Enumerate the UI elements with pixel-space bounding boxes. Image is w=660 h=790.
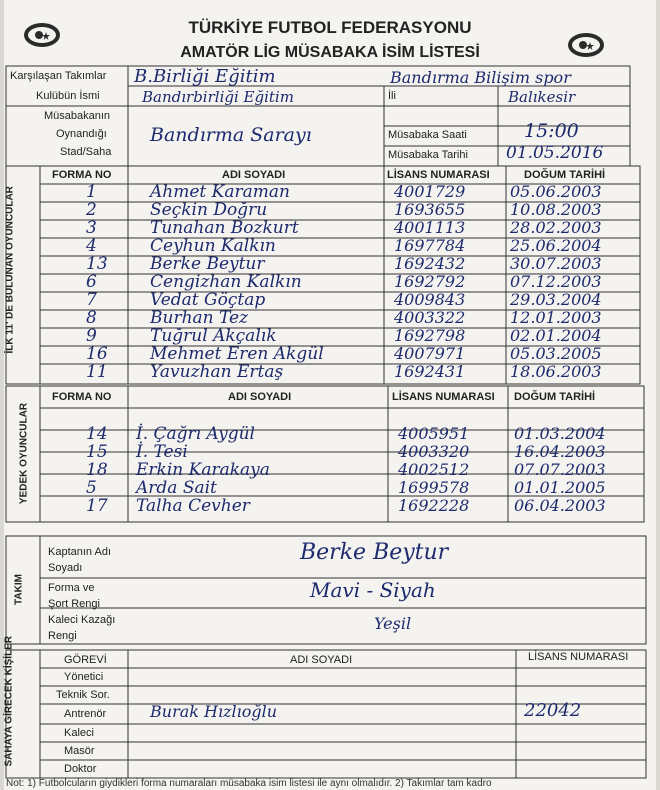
staff-role: Masör (64, 745, 95, 757)
starter-name: Burhan Tez (150, 308, 249, 328)
starter-license: 4003322 (394, 308, 466, 327)
staff-col-name: ADI SOYADI (290, 654, 353, 666)
staff-role: Antrenör (64, 708, 107, 720)
subs-col-dob: DOĞUM TARİHİ (514, 391, 596, 403)
date-value: 01.05.2016 (506, 143, 604, 163)
staff-col-role: GÖREVİ (64, 654, 107, 666)
staff-role: Kaleci (64, 727, 94, 739)
starter-dob: 02.01.2004 (510, 326, 602, 345)
sub-name: İ. Çağrı Aygül (136, 424, 255, 444)
teams-label: Karşılaşan Takımlar (10, 70, 107, 82)
staff-role: Teknik Sor. (56, 689, 110, 701)
starter-number: 2 (86, 200, 97, 220)
gk-label-1: Kaleci Kazağı (48, 614, 116, 626)
starters-section-label: İLK 11' DE BULUNAN OYUNCULAR (4, 186, 16, 354)
venue-label-1: Müsabakanın (44, 110, 111, 122)
sub-number: 15 (86, 442, 108, 462)
starter-license: 1697784 (394, 236, 466, 255)
sub-license: 1692228 (398, 496, 470, 515)
starter-dob: 05.06.2003 (510, 182, 602, 201)
kit-value: Mavi - Siyah (310, 578, 436, 602)
starter-number: 3 (86, 218, 97, 238)
starter-license: 1692431 (394, 362, 466, 381)
starter-name: Ceyhun Kalkın (150, 236, 276, 256)
starter-name: Berke Beytur (150, 254, 265, 274)
staff-section-label: SAHAYA GİRECEK KİŞİLER (3, 635, 15, 767)
subs-col-name: ADI SOYADI (228, 391, 292, 403)
starter-dob: 07.12.2003 (510, 272, 602, 291)
starters-col-license: LİSANS NUMARASI (387, 169, 490, 181)
kit-label-2: Şort Rengi (48, 598, 100, 610)
date-label: Müsabaka Tarihi (388, 149, 468, 161)
starter-name: Cengizhan Kalkın (150, 272, 302, 292)
starter-number: 7 (86, 290, 97, 310)
starter-number: 4 (86, 236, 97, 256)
starter-number: 8 (86, 308, 97, 328)
starter-dob: 30.07.2003 (510, 254, 602, 273)
sub-number: 17 (86, 496, 108, 516)
sub-number: 18 (86, 460, 108, 480)
captain-label-1: Kaptanın Adı (48, 546, 111, 558)
starter-dob: 12.01.2003 (510, 308, 602, 327)
sub-dob: 01.01.2005 (514, 478, 606, 497)
starter-license: 4007971 (394, 344, 466, 363)
gk-value: Yeşil (374, 614, 412, 633)
club-value: Bandırbirliği Eğitim (142, 88, 294, 106)
time-value: 15:00 (524, 120, 579, 142)
starters-col-dob: DOĞUM TARİHİ (524, 169, 606, 181)
sub-license: 4002512 (398, 460, 470, 479)
starter-dob: 29.03.2004 (510, 290, 602, 309)
form-title: AMATÖR LİG MÜSABAKA İSİM LİSTESİ (180, 44, 480, 61)
gk-label-2: Rengi (48, 630, 77, 642)
starter-name: Tunahan Bozkurt (150, 218, 299, 238)
time-label: Müsabaka Saati (388, 129, 467, 141)
federation-name: TÜRKİYE FUTBOL FEDERASYONU (188, 18, 472, 37)
starter-name: Yavuzhan Ertaş (150, 362, 284, 382)
sub-number: 14 (86, 424, 108, 444)
home-team-value: B.Birliği Eğitim (134, 66, 276, 87)
starter-name: Vedat Göçtap (150, 290, 266, 310)
team-section-label: TAKIM (13, 574, 25, 605)
sub-number: 5 (86, 478, 97, 498)
starter-license: 1692432 (394, 254, 466, 273)
starter-license: 4001113 (394, 218, 466, 237)
starter-number: 6 (86, 272, 97, 292)
starter-number: 13 (86, 254, 108, 274)
staff-role: Yönetici (64, 671, 104, 683)
sub-license: 4005951 (398, 424, 470, 443)
subs-col-no: FORMA NO (52, 391, 112, 403)
venue-label-2: Oynandığı (56, 128, 107, 140)
staff-license: 22042 (524, 700, 582, 721)
starter-name: Ahmet Karaman (150, 182, 290, 202)
starter-license: 1692798 (394, 326, 466, 345)
starters-col-name: ADI SOYADI (222, 169, 286, 181)
starter-dob: 10.08.2003 (510, 200, 602, 219)
captain-value: Berke Beytur (300, 540, 449, 565)
starter-license: 1692792 (394, 272, 466, 291)
sub-dob: 16.04.2003 (514, 442, 606, 461)
sub-license: 4003320 (398, 442, 470, 461)
staff-name: Burak Hızlıoğlu (150, 702, 278, 721)
away-team-value: Bandırma Bilişim spor (390, 68, 571, 87)
sub-name: Arda Sait (136, 478, 217, 498)
starter-number: 9 (86, 326, 97, 346)
starter-name: Seçkin Doğru (150, 200, 268, 220)
starter-dob: 18.06.2003 (510, 362, 602, 381)
staff-role: Doktor (64, 763, 97, 775)
sub-name: Erkin Karakaya (136, 460, 270, 480)
sub-name: Talha Cevher (136, 496, 250, 516)
starter-dob: 25.06.2004 (510, 236, 602, 255)
staff-col-license: LİSANS NUMARASI (528, 651, 629, 663)
sub-license: 1699578 (398, 478, 470, 497)
starters-col-no: FORMA NO (52, 169, 112, 181)
starter-name: Tuğrul Akçalık (150, 326, 277, 346)
starter-name: Mehmet Eren Akgül (150, 344, 324, 364)
city-label: İli (388, 90, 396, 102)
subs-col-license: LİSANS NUMARASI (392, 391, 495, 403)
footer-note: Not: 1) Futbolcuların giydikleri forma numaraları müsabaka isim listesi ile aynı olmalıdır. 2) Takımlar tam kadro (6, 778, 492, 789)
subs-section-label: YEDEK OYUNCULAR (18, 402, 30, 505)
starter-license: 1693655 (394, 200, 466, 219)
starter-dob: 05.03.2005 (510, 344, 602, 363)
starter-number: 1 (86, 182, 97, 202)
club-label: Kulübün İsmi (36, 90, 100, 102)
sub-dob: 07.07.2003 (514, 460, 606, 479)
sub-dob: 06.04.2003 (514, 496, 606, 515)
stadium-value: Bandırma Sarayı (150, 124, 312, 146)
starter-dob: 28.02.2003 (510, 218, 602, 237)
starter-license: 4001729 (394, 182, 466, 201)
sub-name: İ. Tesi (136, 442, 188, 462)
starter-number: 16 (86, 344, 108, 364)
captain-label-2: Soyadı (48, 562, 83, 574)
starter-license: 4009843 (394, 290, 466, 309)
city-value: Balıkesir (508, 88, 576, 106)
starter-number: 11 (86, 362, 108, 382)
sub-dob: 01.03.2004 (514, 424, 606, 443)
kit-label-1: Forma ve (48, 582, 95, 594)
venue-label-3: Stad/Saha (60, 146, 112, 158)
